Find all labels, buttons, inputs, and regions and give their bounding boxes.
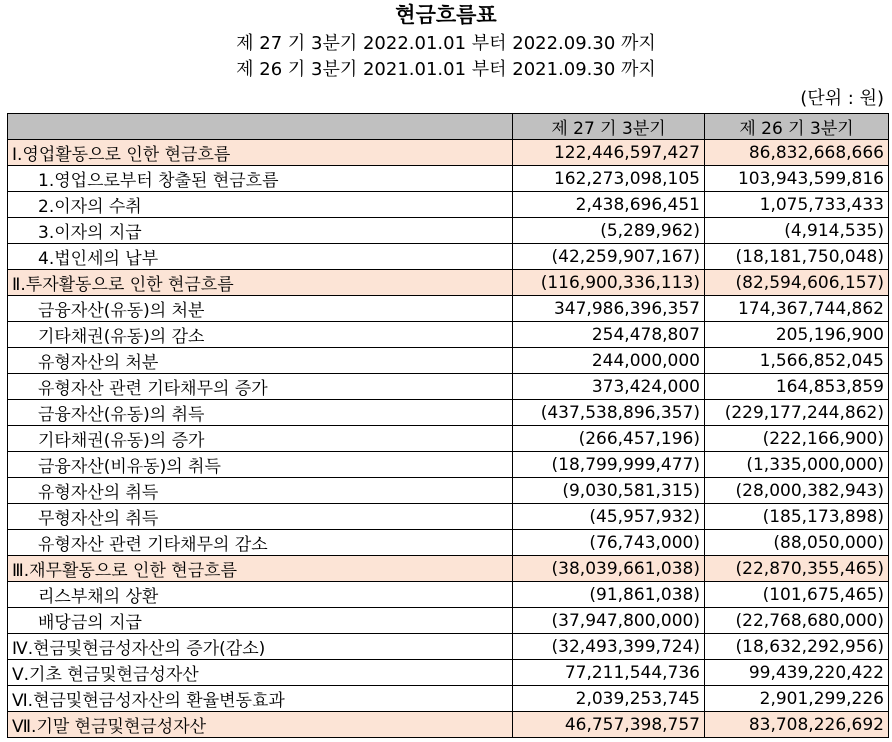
table-row (8, 322, 889, 348)
table-row (8, 348, 889, 374)
row-label: Ⅰ.영업활동으로 인한 현금흐름 (8, 140, 513, 166)
row-value-current: (9,030,581,315) (513, 478, 705, 504)
table-header-row (8, 114, 889, 140)
row-value-current: 162,273,098,105 (513, 166, 705, 192)
row-label: 유형자산의 취득 (8, 478, 513, 504)
row-value-current: 46,757,398,757 (513, 712, 705, 738)
table-row (8, 166, 889, 192)
header-current-period: 제 27 기 3분기 (513, 114, 705, 140)
row-value-current: (5,289,962) (513, 218, 705, 244)
row-value-current: (437,538,896,357) (513, 400, 705, 426)
row-label: 1.영업으로부터 창출된 현금흐름 (8, 166, 513, 192)
row-value-current: 373,424,000 (513, 374, 705, 400)
row-value-current: (18,799,999,477) (513, 452, 705, 478)
row-value-current: 2,438,696,451 (513, 192, 705, 218)
row-label: Ⅲ.재무활동으로 인한 현금흐름 (8, 556, 513, 582)
row-value-previous: 2,901,299,226 (705, 686, 889, 712)
row-label: Ⅵ.현금및현금성자산의 환율변동효과 (8, 686, 513, 712)
row-label: 유형자산 관련 기타채무의 증가 (8, 374, 513, 400)
row-value-previous: (82,594,606,157) (705, 270, 889, 296)
row-value-previous: (229,177,244,862) (705, 400, 889, 426)
row-value-previous: (1,335,000,000) (705, 452, 889, 478)
table-row (8, 530, 889, 556)
row-value-current: (91,861,038) (513, 582, 705, 608)
row-value-current: (116,900,336,113) (513, 270, 705, 296)
row-label: Ⅴ.기초 현금및현금성자산 (8, 660, 513, 686)
table-row (8, 582, 889, 608)
row-value-previous: (28,000,382,943) (705, 478, 889, 504)
row-value-previous: (22,870,355,465) (705, 556, 889, 582)
table-body (8, 140, 889, 738)
period-previous: 제 26 기 3분기 2021.01.01 부터 2021.09.30 까지 (236, 59, 656, 80)
unit-label: (단위 : 원) (800, 88, 884, 109)
row-label: 유형자산의 처분 (8, 348, 513, 374)
row-value-current: (32,493,399,724) (513, 634, 705, 660)
row-value-current: (45,957,932) (513, 504, 705, 530)
header-previous-period: 제 26 기 3분기 (705, 114, 889, 140)
row-label: 기타채권(유동)의 증가 (8, 426, 513, 452)
row-label: 4.법인세의 납부 (8, 244, 513, 270)
row-label: 금융자산(비유동)의 취득 (8, 452, 513, 478)
row-label: 무형자산의 취득 (8, 504, 513, 530)
row-value-previous: (18,181,750,048) (705, 244, 889, 270)
row-label: 리스부채의 상환 (8, 582, 513, 608)
row-value-current: 244,000,000 (513, 348, 705, 374)
table-row (8, 400, 889, 426)
header-label-column (8, 114, 513, 140)
table-row (8, 712, 889, 738)
row-value-previous: 99,439,220,422 (705, 660, 889, 686)
cash-flow-table (7, 113, 889, 738)
row-value-current: 254,478,807 (513, 322, 705, 348)
row-value-current: (42,259,907,167) (513, 244, 705, 270)
row-value-previous: (101,675,465) (705, 582, 889, 608)
row-value-previous: 164,853,859 (705, 374, 889, 400)
row-label: Ⅳ.현금및현금성자산의 증가(감소) (8, 634, 513, 660)
table-row (8, 140, 889, 166)
row-value-current: (76,743,000) (513, 530, 705, 556)
table-row (8, 608, 889, 634)
table-row (8, 634, 889, 660)
row-value-previous: 83,708,226,692 (705, 712, 889, 738)
row-value-previous: (18,632,292,956) (705, 634, 889, 660)
row-value-previous: 86,832,668,666 (705, 140, 889, 166)
row-label: Ⅱ.투자활동으로 인한 현금흐름 (8, 270, 513, 296)
row-value-current: 122,446,597,427 (513, 140, 705, 166)
table-row (8, 270, 889, 296)
table-row (8, 192, 889, 218)
period-current: 제 27 기 3분기 2022.01.01 부터 2022.09.30 까지 (236, 33, 656, 54)
row-label: 3.이자의 지급 (8, 218, 513, 244)
table-row (8, 556, 889, 582)
row-value-previous: 103,943,599,816 (705, 166, 889, 192)
table-row (8, 478, 889, 504)
table-row (8, 374, 889, 400)
table-row (8, 244, 889, 270)
row-value-current: (37,947,800,000) (513, 608, 705, 634)
document-title: 현금흐름표 (395, 3, 497, 27)
table-row (8, 504, 889, 530)
row-value-current: (266,457,196) (513, 426, 705, 452)
row-label: 금융자산(유동)의 처분 (8, 296, 513, 322)
row-label: 2.이자의 수취 (8, 192, 513, 218)
row-label: Ⅶ.기말 현금및현금성자산 (8, 712, 513, 738)
row-label: 금융자산(유동)의 취득 (8, 400, 513, 426)
row-label: 배당금의 지급 (8, 608, 513, 634)
row-value-previous: (22,768,680,000) (705, 608, 889, 634)
row-value-current: 2,039,253,745 (513, 686, 705, 712)
row-value-previous: 1,566,852,045 (705, 348, 889, 374)
row-value-current: 77,211,544,736 (513, 660, 705, 686)
row-value-previous: 1,075,733,433 (705, 192, 889, 218)
row-value-previous: (88,050,000) (705, 530, 889, 556)
row-value-previous: (4,914,535) (705, 218, 889, 244)
row-label: 기타채권(유동)의 감소 (8, 322, 513, 348)
table-row (8, 660, 889, 686)
table-row (8, 426, 889, 452)
table-row (8, 296, 889, 322)
table-row (8, 218, 889, 244)
row-value-previous: 205,196,900 (705, 322, 889, 348)
row-label: 유형자산 관련 기타채무의 감소 (8, 530, 513, 556)
row-value-current: (38,039,661,038) (513, 556, 705, 582)
table-row (8, 452, 889, 478)
row-value-previous: (222,166,900) (705, 426, 889, 452)
row-value-current: 347,986,396,357 (513, 296, 705, 322)
table-row (8, 686, 889, 712)
row-value-previous: (185,173,898) (705, 504, 889, 530)
row-value-previous: 174,367,744,862 (705, 296, 889, 322)
